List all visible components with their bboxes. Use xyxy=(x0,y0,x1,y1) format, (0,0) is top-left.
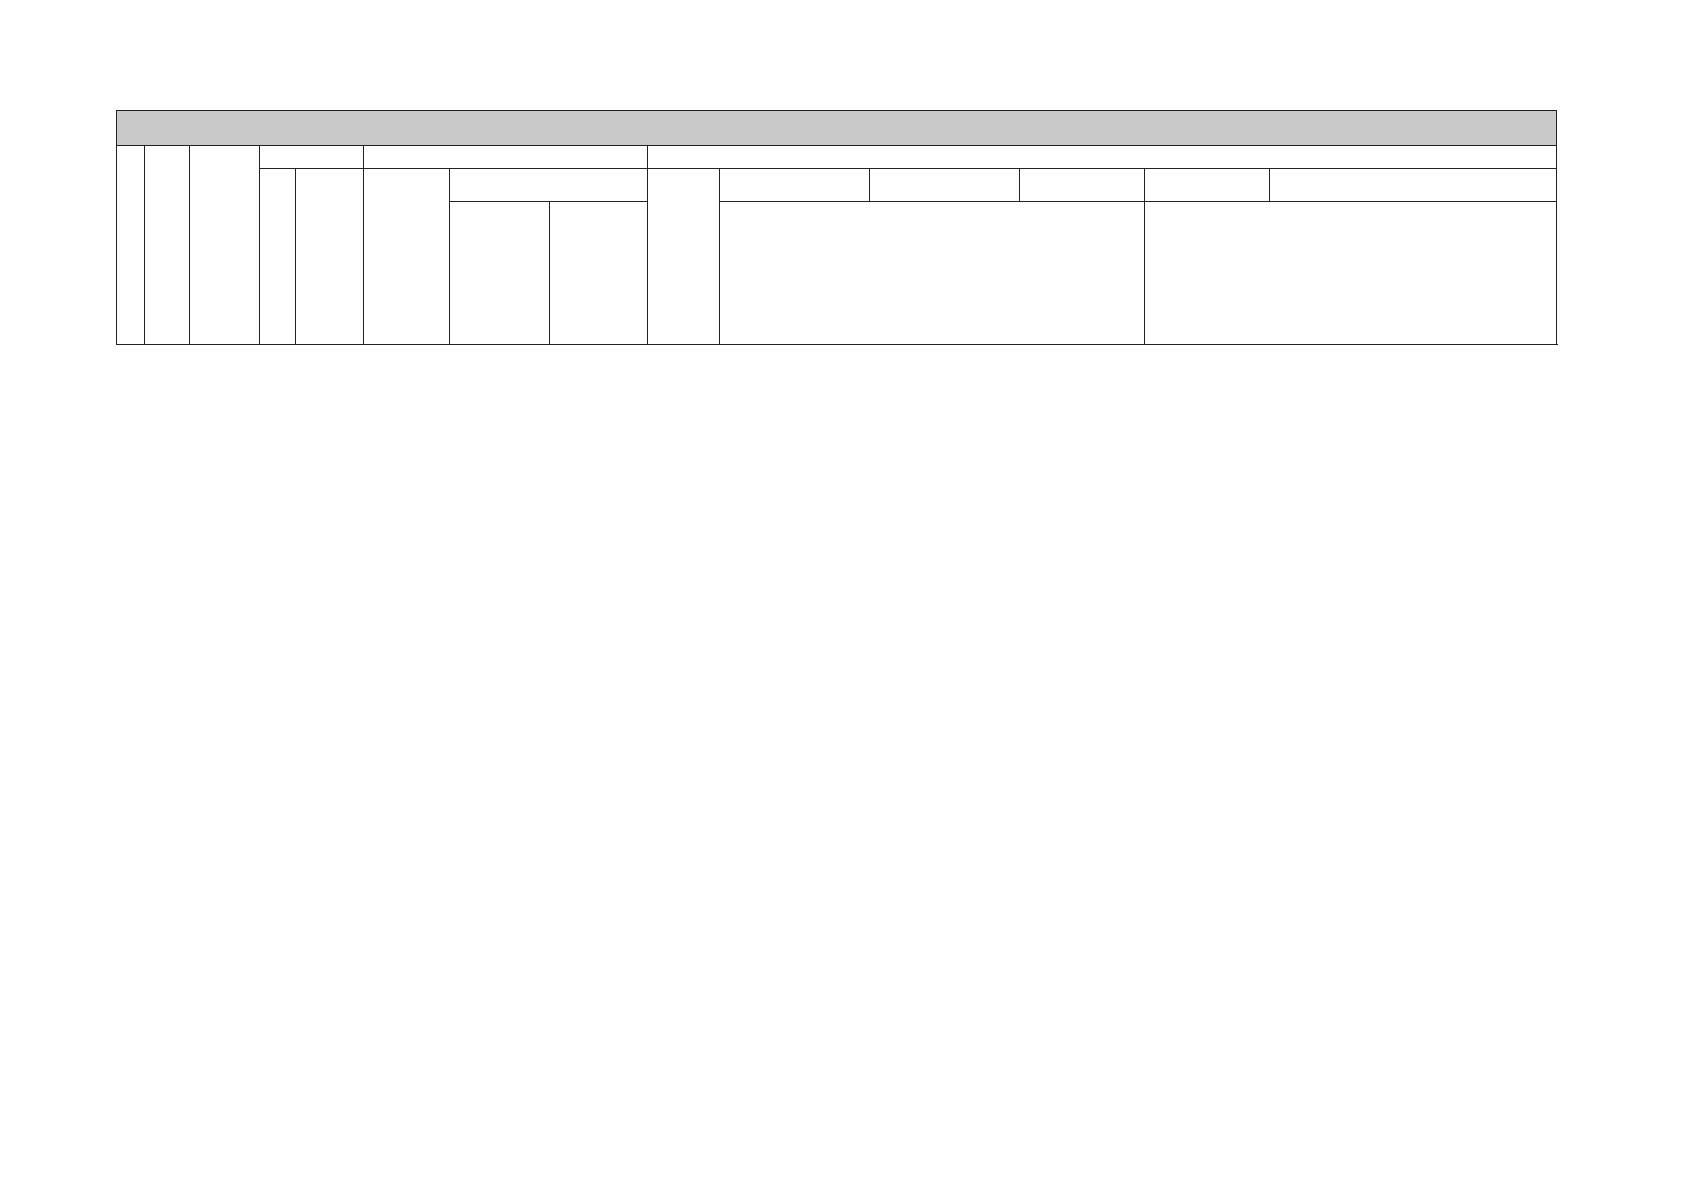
header-row-number xyxy=(117,146,145,345)
header-char-value xyxy=(450,169,648,202)
header-value-civil-servants xyxy=(450,202,550,345)
header-characteristic xyxy=(364,169,450,345)
header-row-1 xyxy=(117,146,1557,169)
header-char-value-2 xyxy=(720,169,870,202)
header-unit-name xyxy=(296,169,364,345)
header-heads-group xyxy=(720,202,1145,345)
header-justification-2 xyxy=(1270,169,1557,202)
document-sheet xyxy=(116,110,1556,345)
header-unit-group xyxy=(260,146,364,169)
section-2-band xyxy=(117,111,1557,146)
requirements-table xyxy=(116,110,1557,345)
section-2 xyxy=(117,111,1557,345)
header-item-name xyxy=(190,146,260,345)
header-workers-group xyxy=(1145,202,1557,345)
header-characteristic-2 xyxy=(648,169,720,345)
header-req-approved-org xyxy=(648,146,1557,169)
header-char-value-3 xyxy=(1145,169,1270,202)
header-okpd2-code xyxy=(145,146,190,345)
header-value-other xyxy=(550,202,648,345)
section-2-title xyxy=(117,111,1557,146)
header-purpose xyxy=(1020,169,1145,202)
header-row-2 xyxy=(117,169,1557,202)
header-req-approved-govt xyxy=(364,146,648,169)
header-okei-code xyxy=(260,169,296,345)
header-justification xyxy=(870,169,1020,202)
